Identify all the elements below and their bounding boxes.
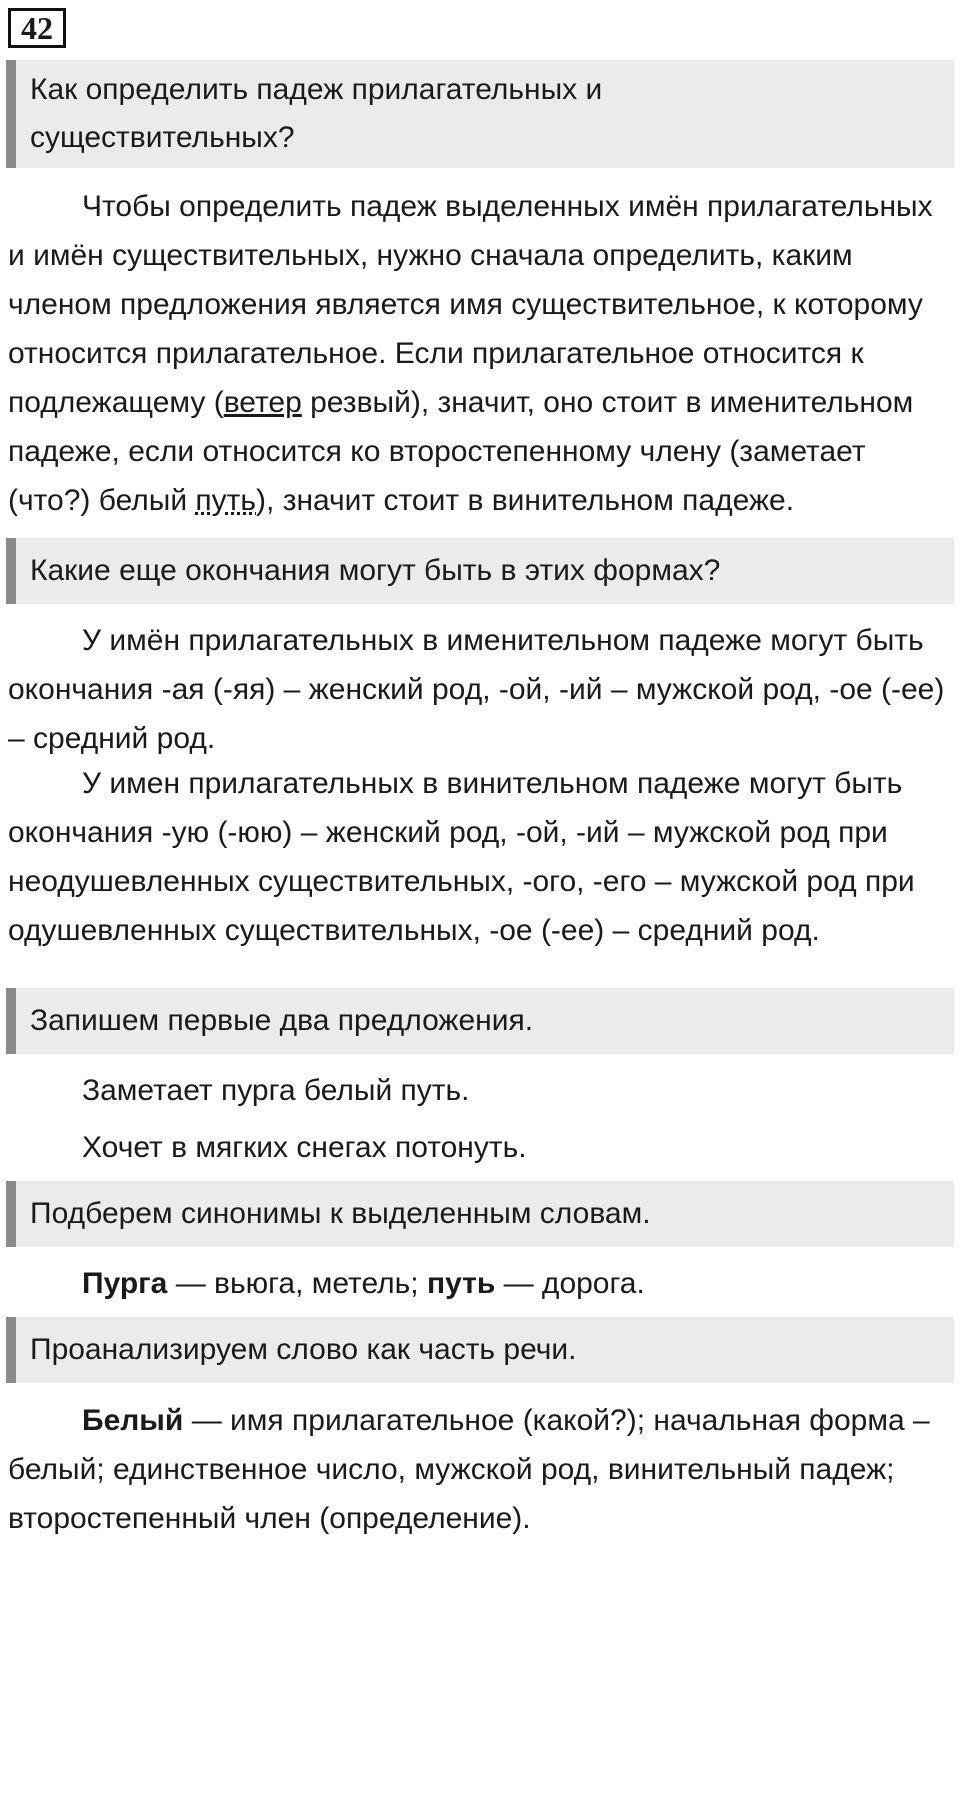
question-case — [6, 60, 954, 168]
word-put: путь — [195, 484, 257, 517]
answer-case-mid: резвый), значит, оно стоит в именительном падеже, если относится ко второстепенному члену (заметает (что?) белый — [8, 386, 914, 517]
question-write: Запишем первые два предложения. — [6, 988, 954, 1054]
word-put-bold: путь — [426, 1267, 496, 1300]
synonyms-text-1: — вьюга, метель; — [167, 1267, 427, 1300]
answer-synonyms — [8, 1259, 948, 1308]
question-synonyms: Подберем синонимы к выделенным словам. — [6, 1181, 954, 1247]
answer-analysis — [8, 1396, 948, 1543]
answer-case-end: ), значит стоит в винительном падеже. — [256, 484, 795, 517]
word-belyi: Белый — [82, 1404, 184, 1437]
question-case-line1: Как определить падеж прилагательных и — [30, 73, 603, 106]
question-analysis: Проанализируем слово как часть речи. — [6, 1317, 954, 1383]
word-purga: Пурга — [82, 1267, 168, 1300]
synonyms-text-2: — дорога. — [495, 1267, 645, 1300]
answer-case — [8, 182, 948, 525]
answer-case-intro: Чтобы определить падеж выделенных имён прилагательных и имён существительных, нужно сначала определить, каким членом предложения является имя существительное, к которому относится прилагательное. Если прилагательное относится к подлежащему ( — [8, 190, 933, 419]
sentence-2: Хочет в мягких снегах потонуть. — [82, 1131, 527, 1164]
word-veter: ветер — [223, 386, 302, 419]
analysis-text: — имя прилагательное (какой?); начальная форма – белый; единственное число, мужской род, винительный падеж; второстепенный член (определение). — [8, 1404, 930, 1535]
answer-accusative: У имен прилагательных в винительном падеже могут быть окончания -ую (-юю) – женский род, -ой, -ий – мужской род при неодушевленных существительных, -ого, -его – мужской род при одушевленных существительных, -ое (-ее) – средний род. — [8, 767, 915, 947]
sentence-1: Заметает пурга белый путь. — [82, 1074, 470, 1107]
question-case-line2: существительных? — [30, 121, 295, 154]
question-endings: Какие еще окончания могут быть в этих формах? — [6, 538, 954, 604]
answer-nominative: У имён прилагательных в именительном падеже могут быть окончания -ая (-яя) – женский род, -ой, -ий – мужской род, -ое (-ее) – средний род. — [8, 624, 945, 755]
task-number: 42 — [8, 8, 66, 48]
